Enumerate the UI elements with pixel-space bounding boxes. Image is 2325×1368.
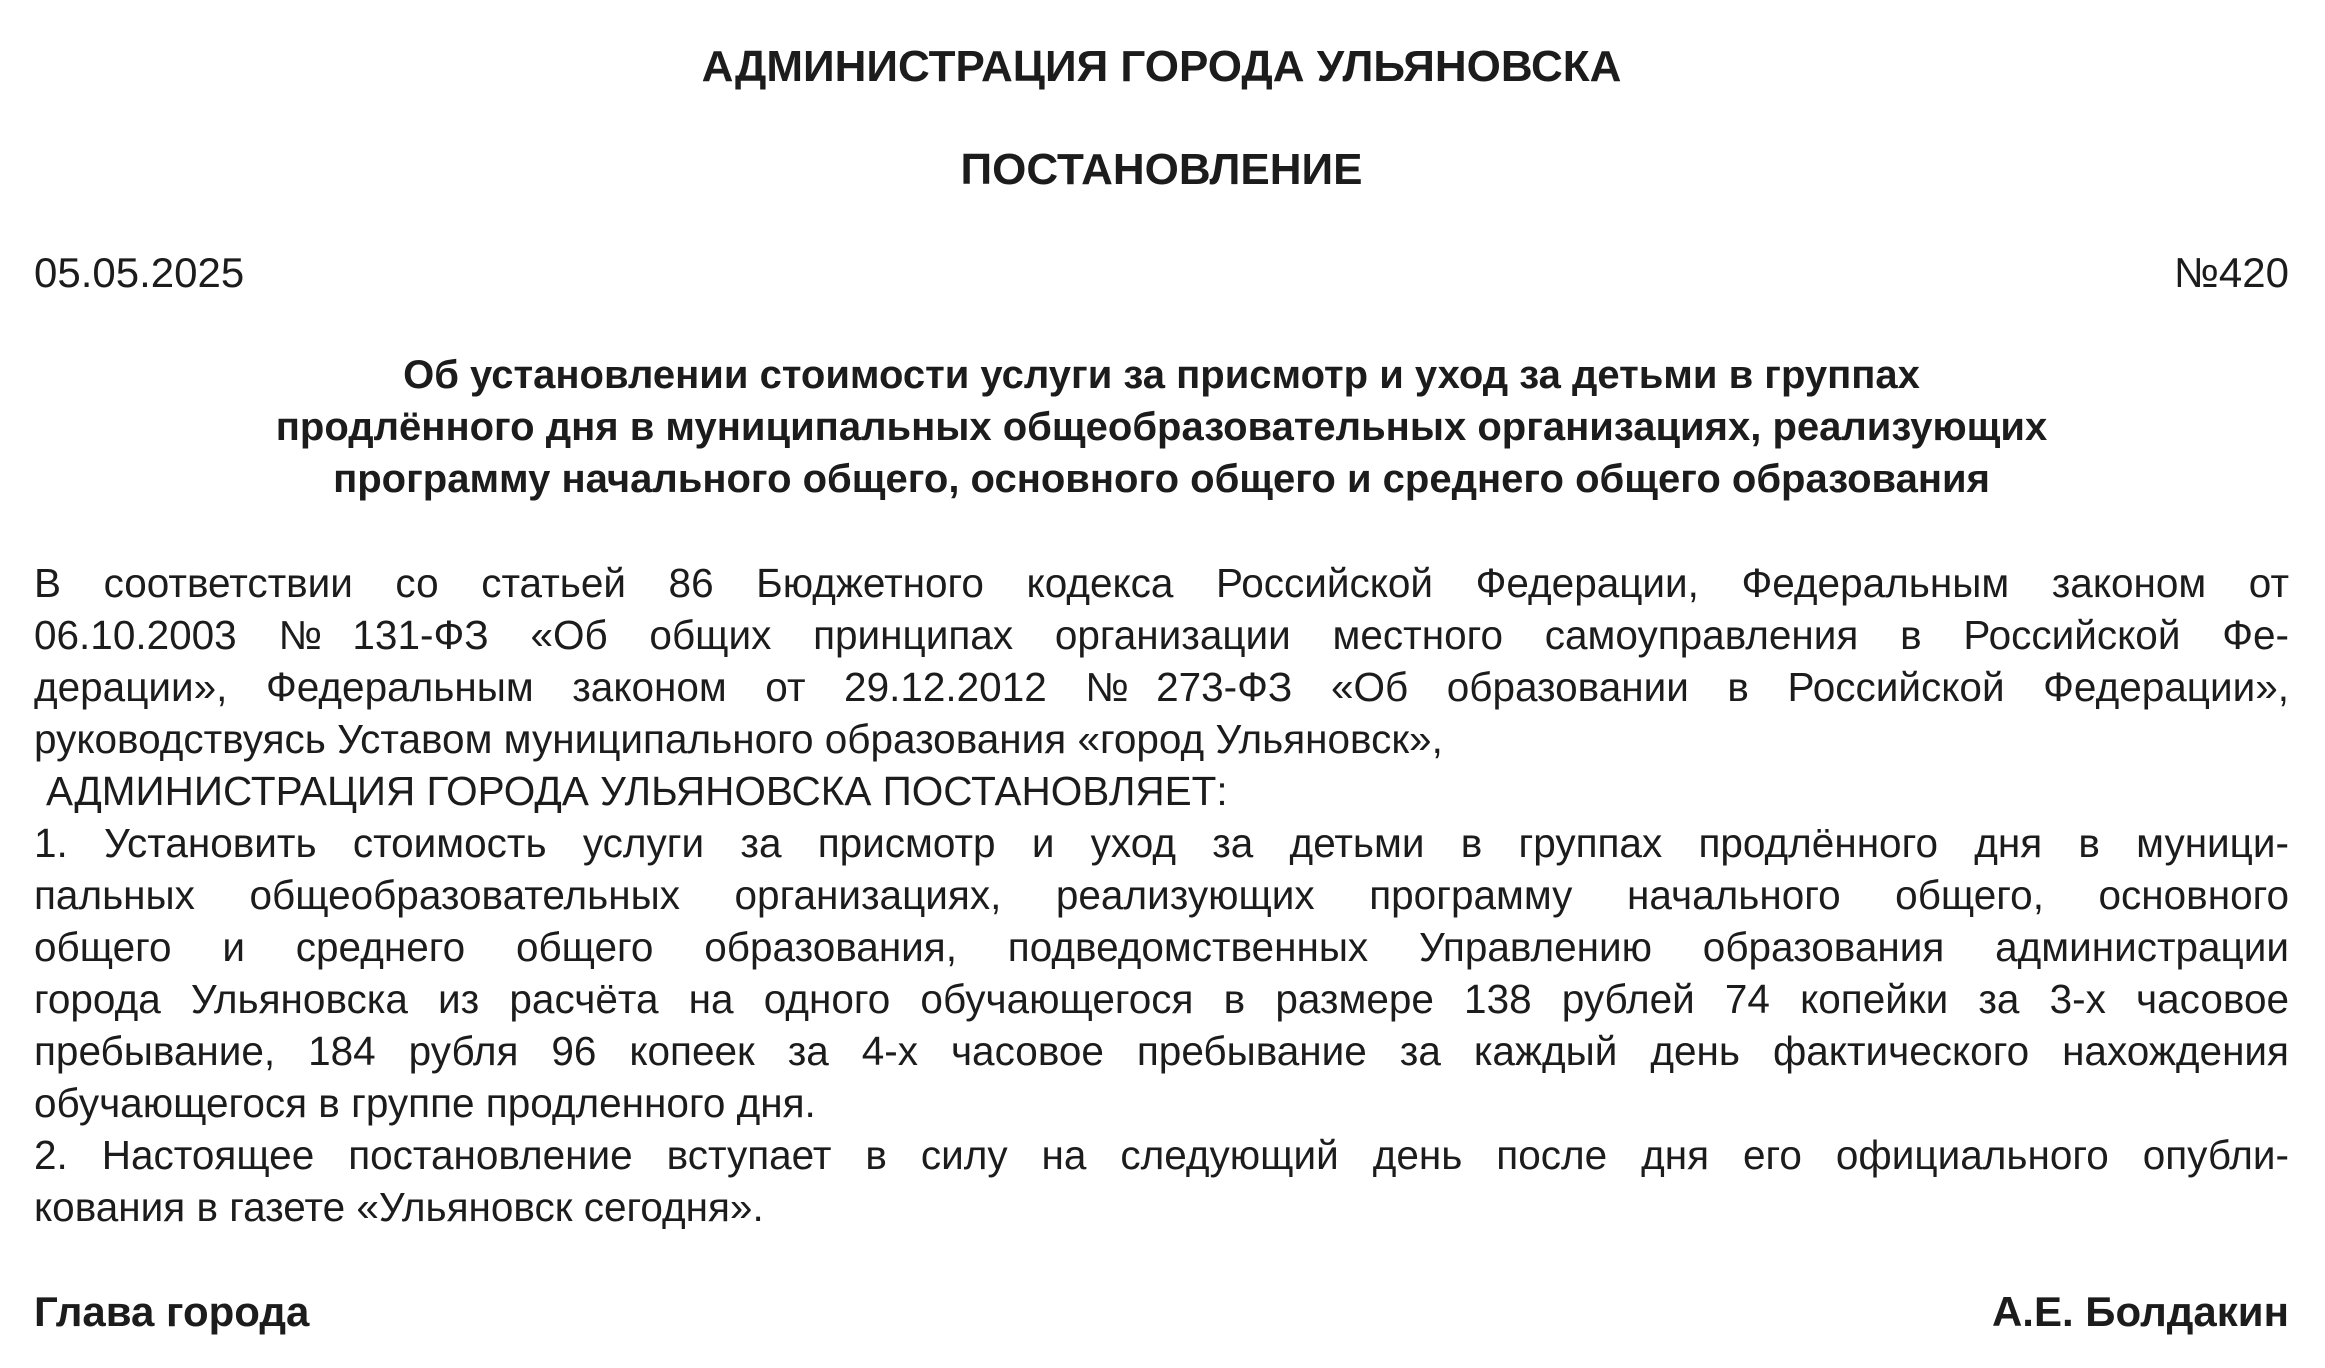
signature-block (34, 1285, 2289, 1339)
body-line: 06.10.2003 №131-ФЗ «Об общих принципах организации местного самоуправления в Российской Фе- (34, 612, 2289, 658)
item-2-paragraph (34, 1129, 2289, 1233)
body-line: обучающегося в группе продленного дня. (34, 1080, 816, 1126)
signatory-name: А.Е. Болдакин (1991, 1288, 2289, 1335)
body-line: пребывание, 184 рубля 96 копеек за 4-х часовое пребывание за каждый день фактического нахождения (34, 1028, 2289, 1074)
body-line: города Ульяновска из расчёта на одного обучающегося в размере 138 рублей 74 копейки за 3-х часовое (34, 976, 2289, 1022)
body-line: пальных общеобразовательных организациях, реализующих программу начального общего, основного (34, 872, 2289, 918)
body-line: руководствуясь Уставом муниципального образования «город Ульяновск», (34, 716, 1443, 762)
body-line: В соответствии со статьей 86 Бюджетного кодекса Российской Федерации, Федеральным законом от (34, 560, 2289, 606)
heading-line: продлённого дня в муниципальных общеобразовательных организациях, реализующих (275, 405, 2048, 449)
preamble-paragraph (34, 557, 2289, 765)
document-meta (34, 246, 2289, 300)
body-line: 1. Установить стоимость услуги за присмотр и уход за детьми в группах продлённого дня в муници- (34, 820, 2289, 866)
document-type: ПОСТАНОВЛЕНИЕ (960, 145, 1363, 194)
body-line: кования в газете «Ульяновск сегодня». (34, 1184, 764, 1230)
document-body (34, 557, 2289, 1233)
document-number: №420 (2173, 249, 2289, 296)
signatory-position: Глава города (34, 1288, 310, 1335)
heading-line: Об установлении стоимости услуги за присмотр и уход за детьми в группах (403, 353, 1920, 397)
item-1-paragraph (34, 817, 2289, 1129)
heading-line: программу начального общего, основного общего и среднего общего образования (333, 457, 1990, 501)
document-date: 05.05.2025 (34, 249, 245, 296)
resolution-line: АДМИНИСТРАЦИЯ ГОРОДА УЛЬЯНОВСКА ПОСТАНОВЛЯЕТ: (46, 768, 1228, 814)
document-page (34, 0, 2289, 1368)
organization-title: АДМИНИСТРАЦИЯ ГОРОДА УЛЬЯНОВСКА (701, 42, 1622, 91)
document-heading (34, 349, 2289, 505)
body-line: общего и среднего общего образования, подведомственных Управлению образования администрации (34, 924, 2289, 970)
body-line: 2. Настоящее постановление вступает в силу на следующий день после дня его официального опубли- (34, 1132, 2289, 1178)
body-line: дерации», Федеральным законом от 29.12.2012 №273-ФЗ «Об образовании в Российской Федерации», (34, 664, 2289, 710)
